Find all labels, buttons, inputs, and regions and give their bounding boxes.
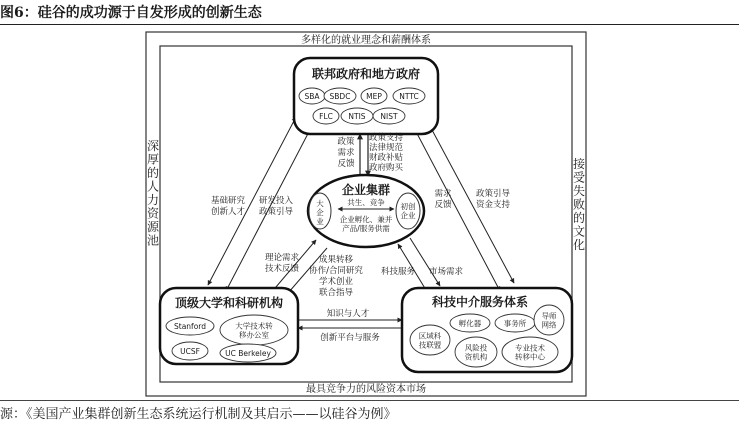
flow-gov-to-services: 政策引导资金支持 xyxy=(475,189,511,210)
svc-node-transfer-center xyxy=(502,337,558,367)
svc-node-transfer-center-label: 专业技术转移中心 xyxy=(515,343,545,362)
government-title: 联邦政府和地方政府 xyxy=(311,67,421,81)
flow-services-to-cluster: 科技服务 xyxy=(380,267,416,277)
gov-node-nttc-label: NTTC xyxy=(399,92,419,101)
gov-node-nist xyxy=(373,108,405,124)
gov-node-sbdc-label: SBDC xyxy=(329,92,351,101)
univ-node-ucsf-label: UCSF xyxy=(180,347,200,356)
svc-node-firms-label: 事务所 xyxy=(503,319,527,328)
cluster-big-firm-label: 大企业 xyxy=(316,199,324,226)
arrow-gov-services xyxy=(424,115,514,283)
flow-univ-to-gov: 基础研究创新人才 xyxy=(210,196,246,217)
svc-node-firms xyxy=(495,314,535,332)
source-rule xyxy=(0,400,739,401)
frame-left-label xyxy=(147,139,160,248)
gov-node-ntis xyxy=(341,108,373,124)
svc-node-vc-label: 风险投资机构 xyxy=(464,343,488,362)
frame-bottom-label: 最具竞争力的风险资本市场 xyxy=(306,384,426,395)
flow-cluster-to-services: 市场需求 xyxy=(428,267,464,277)
svc-node-mentor-network-label: 导师网络 xyxy=(541,311,557,330)
svc-node-incubator xyxy=(450,314,490,332)
svc-node-vc xyxy=(455,337,497,367)
services-title: 科技中介服务体系 xyxy=(431,295,529,309)
flow-gov-to-univ: 研发投入政策引导 xyxy=(258,196,294,217)
gov-node-sbdc xyxy=(324,88,356,104)
cluster-subtitle: 共生、竞争 xyxy=(347,198,385,207)
flow-univ-to-cluster: 成果转移协作/合同研究学术创业联合指导 xyxy=(309,255,363,298)
frame-top-label: 多样化的就业理念和薪酬体系 xyxy=(301,35,431,46)
univ-node-ucsf xyxy=(172,342,208,360)
flow-cluster-to-univ: 理论需求技术反馈 xyxy=(264,253,300,274)
cluster-title: 企业集群 xyxy=(341,183,391,197)
cluster-circle xyxy=(308,175,424,247)
svc-node-mentor-network xyxy=(534,305,564,335)
univ-node-uc-berkeley-label: UC Berkeley xyxy=(225,349,271,358)
flow-gov-to-cluster: 政策支持法律规范财政补贴政府购买 xyxy=(368,133,404,173)
univ-node-stanford-label: Stanford xyxy=(174,322,206,331)
svc-node-incubator-label: 孵化器 xyxy=(458,319,482,328)
frame-right-text: 接受失败的文化 xyxy=(572,157,586,252)
gov-node-ntis-label: NTIS xyxy=(348,112,366,121)
university-box xyxy=(160,288,298,364)
cluster-startup-label: 初创企业 xyxy=(400,202,416,220)
cluster-activities: 企业孵化、兼并产品/服务供需 xyxy=(339,215,393,233)
services-box xyxy=(402,288,572,372)
frame-right-label xyxy=(573,156,585,252)
gov-node-sba xyxy=(299,88,325,104)
univ-node-stanford xyxy=(166,317,214,335)
university-title: 顶级大学和科研机构 xyxy=(174,296,284,310)
gov-node-flc xyxy=(313,108,339,124)
gov-node-sba-label: SBA xyxy=(304,92,320,101)
univ-node-tech-transfer-office-label: 大学技术转移办公室 xyxy=(235,321,273,340)
arrow-cluster-services xyxy=(410,238,440,286)
gov-node-nist-label: NIST xyxy=(380,112,398,121)
gov-node-mep xyxy=(361,88,387,104)
frame-left-text: 深厚的人力资源池 xyxy=(146,139,160,248)
source-note: 源：《美国产业集群创新生态系统运行机制及其启示——以硅谷为例》 xyxy=(0,407,397,422)
flow-univ-to-services: 知识与人才 xyxy=(326,309,370,319)
svc-node-regional-alliance-label: 区域科技联盟 xyxy=(418,331,442,350)
flow-services-to-univ: 创新平台与服务 xyxy=(320,333,380,343)
flow-cluster-to-gov: 政策需求反馈 xyxy=(337,137,355,169)
gov-node-mep-label: MEP xyxy=(366,92,382,101)
univ-node-uc-berkeley xyxy=(220,344,276,362)
gov-node-flc-label: FLC xyxy=(319,112,333,121)
figure-title: 图6：硅谷的成功源于自发形成的创新生态 xyxy=(0,5,262,21)
univ-node-tech-transfer-office xyxy=(220,315,288,345)
flow-services-to-gov: 需求反馈 xyxy=(434,189,452,210)
government-box xyxy=(294,58,438,134)
gov-node-nttc xyxy=(393,88,425,104)
svc-node-regional-alliance xyxy=(410,325,450,355)
